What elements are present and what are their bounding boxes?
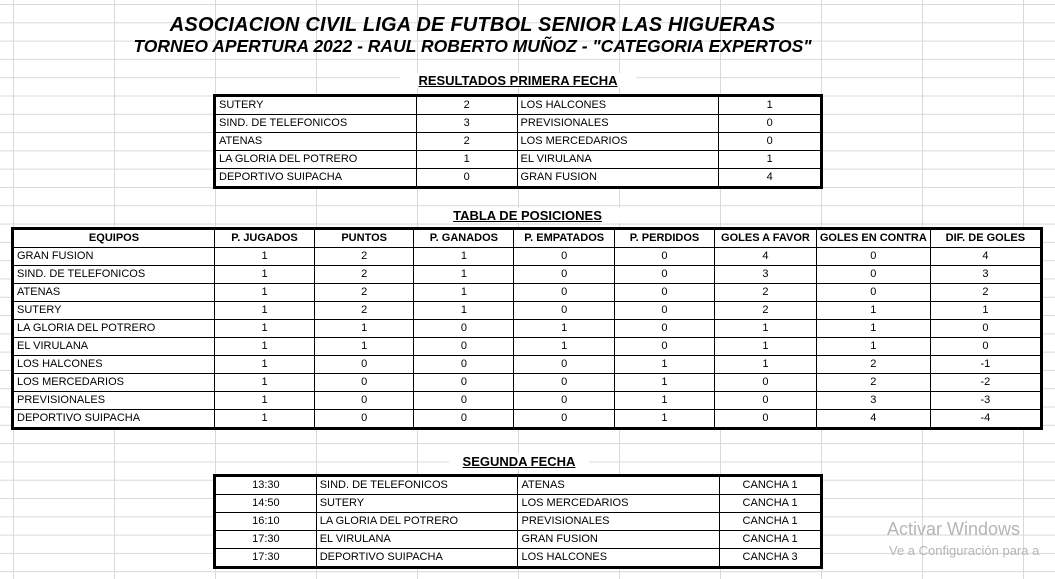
stat-cell: 1	[414, 266, 514, 284]
away-goals: 0	[719, 133, 821, 151]
away-goals: 1	[719, 97, 821, 115]
stat-cell: 2	[715, 302, 817, 320]
stat-cell: -1	[930, 356, 1040, 374]
field-name: CANCHA 1	[720, 495, 821, 513]
stat-cell: 0	[930, 338, 1040, 356]
stat-cell: 2	[816, 356, 930, 374]
home-team: SUTERY	[316, 495, 518, 513]
fixture-row	[216, 549, 821, 567]
fixture-row	[216, 477, 821, 495]
stat-cell: 0	[514, 392, 615, 410]
stat-cell: 1	[414, 302, 514, 320]
team-name: SIND. DE TELEFONICOS	[14, 266, 215, 284]
field-name: CANCHA 3	[720, 549, 821, 567]
stat-cell: 1	[514, 338, 615, 356]
home-goals: 0	[416, 169, 517, 187]
column-header: EQUIPOS	[14, 230, 215, 248]
standings-row	[14, 410, 1041, 428]
home-goals: 1	[416, 151, 517, 169]
stat-cell: 4	[930, 248, 1040, 266]
result-row	[216, 151, 821, 169]
home-team: SUTERY	[216, 97, 417, 115]
stat-cell: 0	[414, 356, 514, 374]
stat-cell: 0	[930, 320, 1040, 338]
stat-cell: 1	[214, 374, 314, 392]
stat-cell: 0	[715, 374, 817, 392]
stat-cell: 1	[614, 410, 714, 428]
home-team: DEPORTIVO SUIPACHA	[316, 549, 518, 567]
stat-cell: 0	[514, 356, 615, 374]
stat-cell: 0	[414, 374, 514, 392]
stat-cell: 4	[715, 248, 817, 266]
column-header: GOLES A FAVOR	[715, 230, 817, 248]
stat-cell: 1	[414, 248, 514, 266]
stat-cell: 1	[315, 338, 414, 356]
home-goals: 3	[416, 115, 517, 133]
standings-table	[13, 229, 1041, 428]
stat-cell: 0	[315, 410, 414, 428]
standings-row	[14, 302, 1041, 320]
away-team: EL VIRULANA	[517, 151, 719, 169]
stat-cell: 1	[514, 320, 615, 338]
match-time: 17:30	[216, 531, 317, 549]
stat-cell: 2	[315, 302, 414, 320]
team-name: LA GLORIA DEL POTRERO	[14, 320, 215, 338]
standings-heading: TABLA DE POSICIONES	[430, 208, 625, 223]
stat-cell: 0	[614, 302, 714, 320]
away-team: GRAN FUSION	[518, 531, 720, 549]
stat-cell: 0	[614, 320, 714, 338]
stat-cell: 1	[214, 356, 314, 374]
away-goals: 0	[719, 115, 821, 133]
stat-cell: 1	[214, 392, 314, 410]
stat-cell: 1	[715, 356, 817, 374]
stat-cell: 1	[214, 410, 314, 428]
column-header: P. PERDIDOS	[614, 230, 714, 248]
field-name: CANCHA 1	[720, 513, 821, 531]
stat-cell: 1	[614, 392, 714, 410]
stat-cell: 1	[214, 338, 314, 356]
home-team: DEPORTIVO SUIPACHA	[216, 169, 417, 187]
home-goals: 2	[416, 133, 517, 151]
away-team: LOS HALCONES	[517, 97, 719, 115]
away-team: ATENAS	[518, 477, 720, 495]
stat-cell: 4	[816, 410, 930, 428]
stat-cell: -4	[930, 410, 1040, 428]
stat-cell: 0	[514, 302, 615, 320]
stat-cell: 1	[214, 248, 314, 266]
stat-cell: 0	[315, 374, 414, 392]
stat-cell: 0	[715, 410, 817, 428]
stat-cell: 1	[214, 284, 314, 302]
stat-cell: -3	[930, 392, 1040, 410]
standings-row	[14, 284, 1041, 302]
result-row	[216, 169, 821, 187]
match-time: 16:10	[216, 513, 317, 531]
stat-cell: 0	[414, 392, 514, 410]
standings-header-row	[14, 230, 1041, 248]
stat-cell: 0	[514, 410, 615, 428]
away-goals: 4	[719, 169, 821, 187]
match-time: 13:30	[216, 477, 317, 495]
stat-cell: 0	[816, 248, 930, 266]
stat-cell: 0	[514, 248, 615, 266]
column-header: DIF. DE GOLES	[930, 230, 1040, 248]
home-goals: 2	[416, 97, 517, 115]
team-name: PREVISIONALES	[14, 392, 215, 410]
column-header: P. JUGADOS	[214, 230, 314, 248]
field-name: CANCHA 1	[720, 531, 821, 549]
stat-cell: 1	[715, 338, 817, 356]
stat-cell: 0	[414, 338, 514, 356]
away-goals: 1	[719, 151, 821, 169]
match-time: 14:50	[216, 495, 317, 513]
away-team: PREVISIONALES	[517, 115, 719, 133]
column-header: PUNTOS	[315, 230, 414, 248]
stat-cell: 0	[614, 284, 714, 302]
stat-cell: 1	[414, 284, 514, 302]
stat-cell: 2	[315, 266, 414, 284]
home-team: SIND. DE TELEFONICOS	[316, 477, 518, 495]
results-heading: RESULTADOS PRIMERA FECHA	[400, 73, 636, 88]
stat-cell: 0	[816, 266, 930, 284]
column-header: P. GANADOS	[414, 230, 514, 248]
standings-row	[14, 374, 1041, 392]
stat-cell: 2	[315, 248, 414, 266]
away-team: LOS HALCONES	[518, 549, 720, 567]
away-team: GRAN FUSION	[517, 169, 719, 187]
activation-watermark-text: Ve a Configuración para a	[889, 543, 1040, 558]
stat-cell: 0	[514, 374, 615, 392]
result-row	[216, 115, 821, 133]
field-name: CANCHA 1	[720, 477, 821, 495]
team-name: LOS MERCEDARIOS	[14, 374, 215, 392]
fixtures-heading: SEGUNDA FECHA	[449, 454, 589, 469]
stat-cell: 0	[315, 356, 414, 374]
stat-cell: -2	[930, 374, 1040, 392]
stat-cell: 0	[414, 320, 514, 338]
home-team: ATENAS	[216, 133, 417, 151]
results-table	[215, 96, 821, 187]
away-team: LOS MERCEDARIOS	[518, 495, 720, 513]
fixtures-table	[215, 476, 821, 567]
home-team: SIND. DE TELEFONICOS	[216, 115, 417, 133]
column-header: GOLES EN CONTRA	[816, 230, 930, 248]
stat-cell: 1	[816, 302, 930, 320]
home-team: EL VIRULANA	[316, 531, 518, 549]
stat-cell: 2	[816, 374, 930, 392]
standings-row	[14, 320, 1041, 338]
match-time: 17:30	[216, 549, 317, 567]
result-row	[216, 97, 821, 115]
stat-cell: 3	[816, 392, 930, 410]
stat-cell: 0	[614, 338, 714, 356]
team-name: GRAN FUSION	[14, 248, 215, 266]
stat-cell: 0	[614, 248, 714, 266]
stat-cell: 1	[614, 356, 714, 374]
home-team: LA GLORIA DEL POTRERO	[216, 151, 417, 169]
away-team: PREVISIONALES	[518, 513, 720, 531]
stat-cell: 3	[715, 266, 817, 284]
activation-watermark-title: Activar Windows	[887, 519, 1021, 539]
standings-row	[14, 338, 1041, 356]
team-name: SUTERY	[14, 302, 215, 320]
away-team: LOS MERCEDARIOS	[517, 133, 719, 151]
standings-row	[14, 356, 1041, 374]
fixture-row	[216, 495, 821, 513]
stat-cell: 2	[315, 284, 414, 302]
league-title: ASOCIACION CIVIL LIGA DE FUTBOL SENIOR LAS HIGUERAS	[169, 14, 776, 36]
stat-cell: 0	[614, 266, 714, 284]
tournament-subtitle: TORNEO APERTURA 2022 - RAUL ROBERTO MUÑOZ - "CATEGORIA EXPERTOS"	[133, 36, 812, 56]
standings-row	[14, 392, 1041, 410]
stat-cell: 1	[930, 302, 1040, 320]
stat-cell: 0	[715, 392, 817, 410]
stat-cell: 1	[214, 302, 314, 320]
team-name: ATENAS	[14, 284, 215, 302]
standings-row	[14, 266, 1041, 284]
stat-cell: 1	[816, 338, 930, 356]
stat-cell: 1	[816, 320, 930, 338]
stat-cell: 2	[930, 284, 1040, 302]
team-name: DEPORTIVO SUIPACHA	[14, 410, 215, 428]
stat-cell: 1	[315, 320, 414, 338]
standings-row	[14, 248, 1041, 266]
fixture-row	[216, 531, 821, 549]
stat-cell: 0	[315, 392, 414, 410]
stat-cell: 0	[514, 284, 615, 302]
stat-cell: 0	[514, 266, 615, 284]
team-name: EL VIRULANA	[14, 338, 215, 356]
stat-cell: 2	[715, 284, 817, 302]
stat-cell: 0	[816, 284, 930, 302]
fixture-row	[216, 513, 821, 531]
stat-cell: 1	[614, 374, 714, 392]
team-name: LOS HALCONES	[14, 356, 215, 374]
column-header: P. EMPATADOS	[514, 230, 615, 248]
home-team: LA GLORIA DEL POTRERO	[316, 513, 518, 531]
result-row	[216, 133, 821, 151]
stat-cell: 1	[214, 320, 314, 338]
stat-cell: 3	[930, 266, 1040, 284]
stat-cell: 1	[214, 266, 314, 284]
stat-cell: 0	[414, 410, 514, 428]
stat-cell: 1	[715, 320, 817, 338]
